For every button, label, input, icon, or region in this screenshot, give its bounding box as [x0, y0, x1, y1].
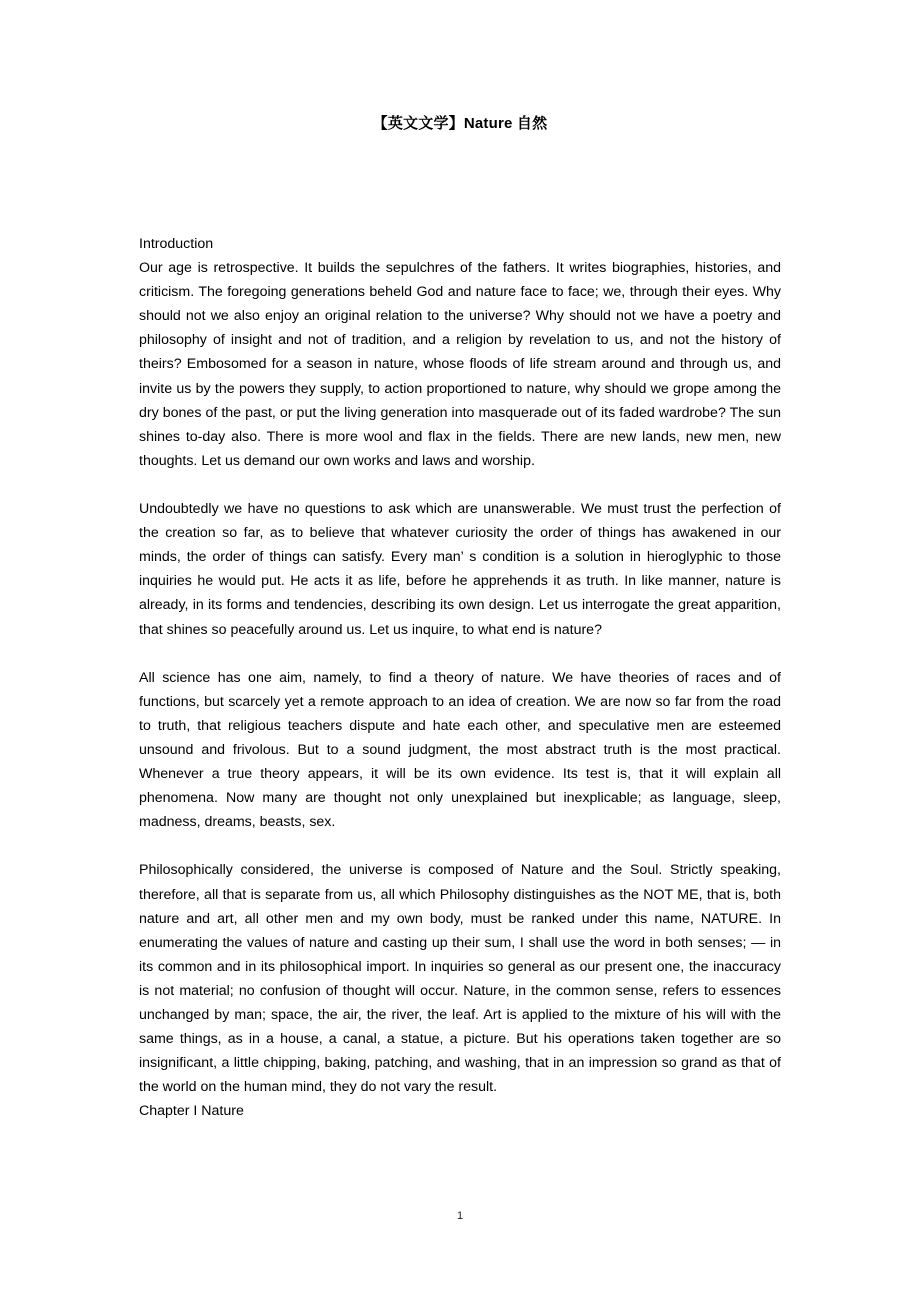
paragraph-spacer: [139, 642, 781, 666]
paragraph-3: All science has one aim, namely, to find a theory of nature. We have theories of races and of functions, but scarcely yet a remote approach to an idea of creation. We are now so far from the road to truth, that religious teachers dispute and hate each other, and speculative men are esteemed unsound and frivolous. But to a sound judgment, the most abstract truth is the most practical. Whenever a true theory appears, it will be its own evidence. Its test is, that it will explain all phenomena. Now many are thought not only unexplained but inexplicable; as language, sleep, madness, dreams, beasts, sex.: [139, 669, 781, 831]
page-number: 1: [456, 1210, 464, 1222]
section-heading-chapter-1: Chapter I Nature: [139, 1103, 244, 1120]
paragraph-2: Undoubtedly we have no questions to ask which are unanswerable. We must trust the perfection of the creation so far, as to believe that whatever curiosity the order of things has awakened in our minds, the order of things can satisfy. Every man’ s condition is a solution in hieroglyphic to those inquiries he would put. He acts it as life, before he apprehends it as truth. In like manner, nature is already, in its forms and tendencies, describing its own design. Let us interrogate the great apparition, that shines so peacefully around us. Let us inquire, to what end is nature?: [139, 501, 781, 638]
paragraph-spacer: [139, 834, 781, 858]
section-heading-introduction: Introduction: [139, 236, 214, 252]
paragraph-spacer: [139, 473, 781, 497]
document-title: 【英文文学】Nature 自然: [372, 115, 548, 132]
document-body: [139, 232, 781, 1123]
paragraph-4: Philosophically considered, the universe is composed of Nature and the Soul. Strictly speaking, therefore, all that is separate from us, all which Philosophy distinguishes as the NOT ME, that is, both nature and art, all other men and my own body, must be ranked under this name, NATURE. In enumerating the values of nature and casting up their sum, I shall use the word in both senses; — in its common and in its philosophical import. In inquiries so general as our present one, the inaccuracy is not material; no confusion of thought will occur. Nature, in the common sense, refers to essences unchanged by man; space, the air, the river, the leaf. Art is applied to the mixture of his will with the same things, as in a house, a canal, a statue, a picture. But his operations taken together are so insignificant, a little chipping, baking, patching, and washing, that in an impression so grand as that of the world on the human mind, they do not vary the result.: [139, 862, 781, 1096]
paragraph-1: Our age is retrospective. It builds the sepulchres of the fathers. It writes biographies, histories, and criticism. The foregoing generations beheld God and nature face to face; we, through their eyes. Why should not we also enjoy an original relation to the universe? Why should not we have a poetry and philosophy of insight and not of tradition, and a religion by revelation to us, and not the history of theirs? Embosomed for a season in nature, whose floods of life stream around and through us, and invite us by the powers they supply, to action proportioned to nature, why should we grope among the dry bones of the past, or put the living generation into masquerade out of its faded wardrobe? The sun shines to-day also. There is more wool and flax in the fields. There are new lands, new men, new thoughts. Let us demand our own works and laws and worship.: [139, 260, 781, 469]
